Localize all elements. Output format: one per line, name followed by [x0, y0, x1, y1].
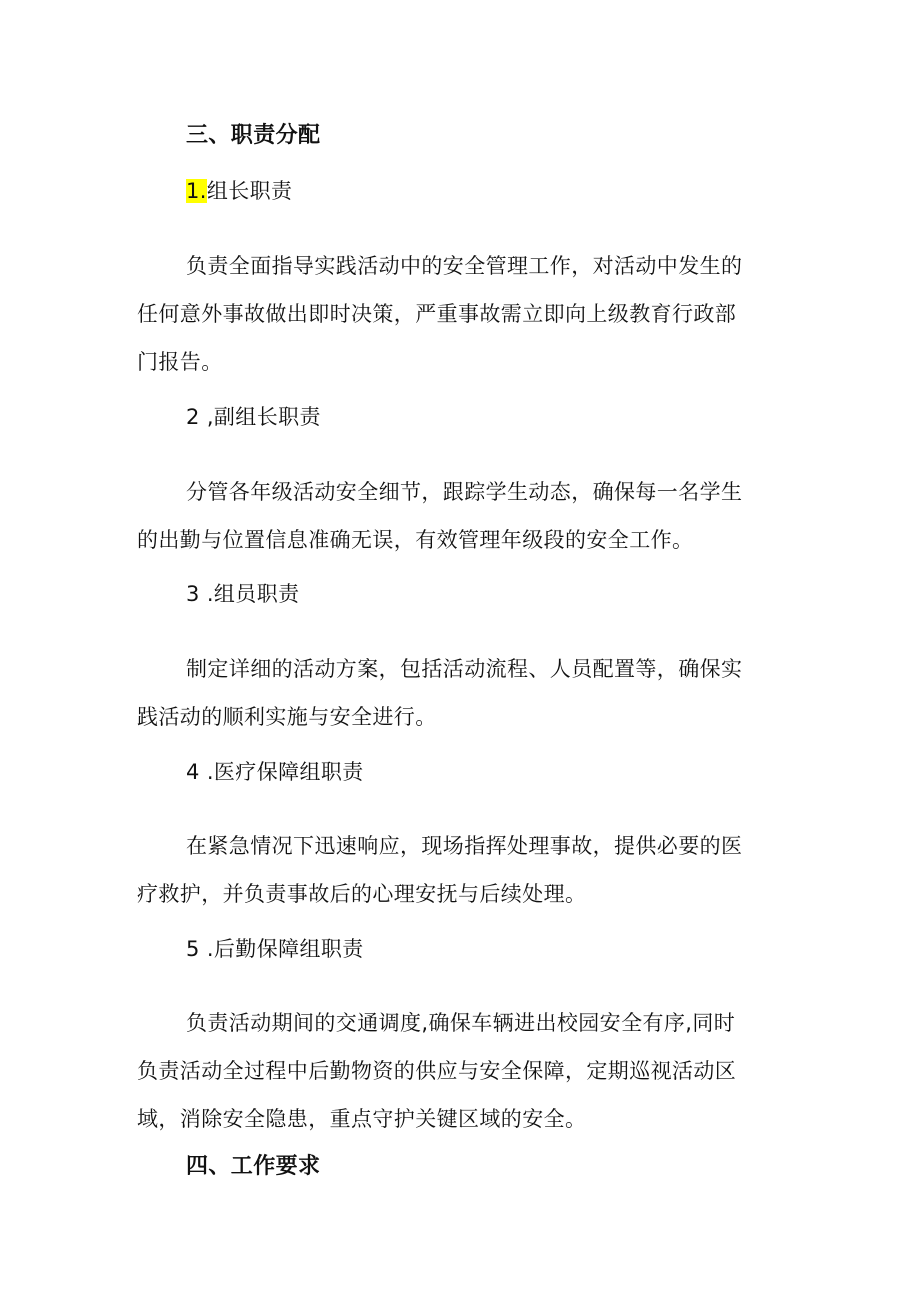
- item-heading-4: 4 .医疗保障组职责: [186, 760, 364, 784]
- item-heading-2: 2 ,副组长职责: [186, 405, 321, 429]
- section-heading-3: 三、职责分配: [186, 123, 321, 148]
- paragraph-2-line-1: 分管各年级活动安全细节，跟踪学生动态，确保每一名学生: [186, 480, 743, 504]
- paragraph-3-line-1: 制定详细的活动方案，包括活动流程、人员配置等，确保实: [186, 657, 743, 681]
- paragraph-1-line-2: 任何意外事故做出即时决策，严重事故需立即向上级教育行政部: [137, 302, 737, 326]
- item-heading-5: 5 .后勤保障组职责: [186, 937, 364, 961]
- section-heading-4: 四、工作要求: [186, 1154, 321, 1179]
- paragraph-5-line-1: 负责活动期间的交通调度,确保车辆进出校园安全有序,同时: [186, 1011, 736, 1035]
- paragraph-5-line-3: 域，消除安全隐患，重点守护关键区域的安全。: [137, 1107, 587, 1131]
- paragraph-1-line-3: 门报告。: [137, 350, 223, 374]
- paragraph-3-line-2: 践活动的顺利实施与安全进行。: [137, 705, 437, 729]
- paragraph-1-line-1: 负责全面指导实践活动中的安全管理工作，对活动中发生的: [186, 254, 743, 278]
- paragraph-4-line-1: 在紧急情况下迅速响应，现场指挥处理事故，提供必要的医: [186, 834, 743, 858]
- highlighted-number: 1.: [186, 179, 207, 203]
- paragraph-2-line-2: 的出勤与位置信息准确无误，有效管理年级段的安全工作。: [137, 528, 694, 552]
- paragraph-4-line-2: 疗救护，并负责事故后的心理安抚与后续处理。: [137, 882, 587, 906]
- item-heading-1-label: 组长职责: [206, 179, 293, 203]
- item-heading-3: 3 .组员职责: [186, 582, 300, 606]
- item-heading-1: [186, 177, 846, 205]
- paragraph-5-line-2: 负责活动全过程中后勤物资的供应与安全保障，定期巡视活动区: [137, 1059, 737, 1083]
